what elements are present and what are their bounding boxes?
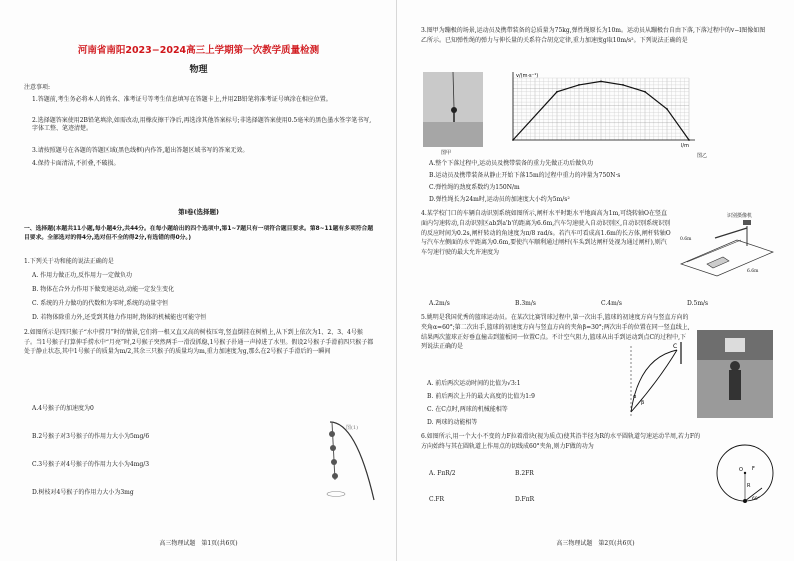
dim-label-1: 0.6m xyxy=(680,237,692,242)
data-point xyxy=(556,91,558,93)
q2-option-b: B.2号猴子对3号猴子的作用力大小为5mg/6 xyxy=(32,433,150,440)
q1-option-b: B. 物体在合外力作用下做变速运动,动能一定发生变化 xyxy=(32,286,175,293)
data-point xyxy=(644,91,646,93)
force-label: F xyxy=(752,466,755,472)
notes-header: 注意事项: xyxy=(24,84,51,91)
exam-title: 河南省南阳2023−2024高三上学期第一次教学质量检测 xyxy=(77,45,320,56)
data-point xyxy=(688,139,690,141)
page-1-footer: 高三物理试题 第1页(共6页) xyxy=(159,540,238,547)
q4-option-d: D.5m/s xyxy=(687,300,709,307)
basketball-trajectory-figure xyxy=(619,340,689,422)
q1-option-c: C. 系统的升力做功的代数和为零时,系统的动量守恒 xyxy=(32,300,169,307)
q6-option-b: B.2FR xyxy=(515,470,534,477)
q1-option-d: D. 若物体除重力外,还受到其他力作用时,物体的机械能也可能守恒 xyxy=(32,314,207,321)
v-l-graph xyxy=(489,68,704,150)
x-axis-label: l/m xyxy=(681,143,689,149)
data-point xyxy=(512,139,514,141)
q1-stem: 1.下列关于功和能的说法正确的是 xyxy=(24,258,114,265)
data-point xyxy=(600,81,602,83)
q1-option-a: A. 作用力做正功,反作用力一定做负功 xyxy=(32,272,133,279)
q2-option-a: A.4号猴子的加速度为0 xyxy=(32,405,94,412)
q2-option-c: C.3号猴子对4号猴子的作用力大小为4mg/3 xyxy=(32,461,150,468)
q3-stem: 3.图甲为蹦极的场景,运动员及携带装备的总质量为75kg,弹性绳原长为10m。运动员从蹦极台自由下落,下落过程中的v−l图像如图乙所示。已知弹性绳的弹力与伸长量的关系符合胡克定律,重力加速度g取10m/s²。下列说法正确的是 xyxy=(421,27,766,44)
q4-option-b: B.3m/s xyxy=(515,300,536,307)
q3-option-d: D.弹性绳长为24m时,运动员的加速度大小约为5m/s² xyxy=(429,196,570,203)
dim-label-2: 6.6m xyxy=(747,269,759,274)
page-2-footer: 高三物理试题 第2页(共6页) xyxy=(556,540,635,547)
fig-a-label: 图甲 xyxy=(441,150,452,156)
q6-option-c: C.FR xyxy=(429,496,444,503)
q5-option-c: C. 在C点时,两球的机械能相等 xyxy=(427,406,508,413)
q3-option-c: C.弹性绳的劲度系数约为150N/m xyxy=(429,184,520,191)
beta-label: β xyxy=(641,400,645,406)
q5-option-d: D. 两球的动能相等 xyxy=(427,419,478,426)
y-axis-label: v/(m·s⁻¹) xyxy=(516,73,539,79)
q5-option-a: A. 前后两次运动时间的比值为√3:1 xyxy=(427,380,521,387)
angle-label: 60° xyxy=(752,497,760,502)
exam-page-2 xyxy=(397,0,794,561)
q6-option-a: A. FπR/2 xyxy=(429,470,456,477)
radius-label: R xyxy=(747,483,751,489)
q2-stem: 2.如图所示是四只猴子“水中捞月”时的情景,它们将一根又直又高的树枝压弯,竖直倒挂在树梢上,从下到上依次为1、2、3、4号猴子。当1号猴子打算伸手捞水中“月亮”时,2号猴子突然两手一滑没抓稳,1号猴子扑通一声掉进了水里。假设2号猴子手滑前四只猴子都处于静止状态,其中1号猴子的质量为m/2,其余三只猴子的质量均为m,重力加速度为g,那么在2号猴子手滑后的一瞬间 xyxy=(24,329,374,355)
q4-option-a: A.2m/s xyxy=(429,300,450,307)
circle-track-figure xyxy=(712,440,778,506)
q6-stem: 6.如图所示,用一个大小不变的力F拉着滑块(视为质点)使其沿半径为R的水平圆轨道匀速运动半周,若力F的方向始终与其在圆轨道上作用点的切线成60°夹角,则力F做的功为 xyxy=(421,433,701,450)
q3-option-b: B.运动员及携带装备从静止开始下落15m的过程中重力的冲量为750N·s xyxy=(429,172,621,179)
note-4: 4.保持卡面清洁,不折叠,不破损。 xyxy=(32,160,120,167)
gate-figure xyxy=(677,212,777,280)
player-photo xyxy=(697,330,773,418)
note-2: 2.选择题答案使用2B铅笔填涂,如需改动,用橡皮擦干净后,再选涂其他答案标号;非选择题答案使用0.5毫米的黑色墨水签字笔书写,字体工整、笔迹清楚。 xyxy=(32,117,372,132)
data-point xyxy=(578,84,580,86)
point-c-label: C xyxy=(673,343,678,350)
q5-stem: 5.姚明是我国优秀的篮球运动员。在某次比赛罚球过程中,第一次出手,篮球的初速度方向与竖直方向的夹角α=60°;第二次出手,篮球的初速度方向与竖直方向的夹角β=30°;两次出手的位置在同一竖直线上,结果两次篮球正好垂直撞击到篮板同一位置C点。不计空气阻力,篮球从出手到运动到点C的过程中,下列说法正确的是 xyxy=(421,314,690,351)
alpha-label: α xyxy=(633,394,637,400)
section-intro: 一、选择题(本题共11小题,每小题4分,共44分。在每小题给出的四个选项中,第1~7题只有一项符合题目要求。第8~11题有多项符合题目要求。全部选对的得4分,选对但不全的得2分,有选错的得0分。) xyxy=(24,226,374,241)
bungee-photo xyxy=(423,72,483,147)
note-3: 3.请按照题号在各题的答题区域(黑色线框)内作答,超出答题区域书写的答案无效。 xyxy=(32,147,249,154)
q6-option-d: D.FπR xyxy=(515,496,535,503)
center-label: O xyxy=(739,467,743,473)
fig-b-label: 图乙 xyxy=(697,153,708,159)
q2-option-d: D.树枝对4号猴子的作用力大小为3mg xyxy=(32,489,134,496)
q4-stem: 4.某学校门口的车辆自动识别系统如图所示,闸杆水平时距水平地面高为1m,可绕转轴O在竖直面内匀速转动,自动识别区ab到a'b'的距离为6.6m,汽车匀速驶入自动识别区,自动识别系统识别的反应时间为0.2s,闸杆转动的角速度为π/8 rad/s。若汽车可看成高1.6m的长方体,闸杆转轴O与汽车左侧面的水平距离为0.6m,要使汽车顺利通过闸杆(车头到达闸杆处视为通过闸杆),则汽车匀速行驶的最大允许速度为 xyxy=(421,210,671,257)
data-point xyxy=(666,108,668,110)
camera-label: 识别摄像机 xyxy=(727,213,753,219)
q4-option-c: C.4m/s xyxy=(601,300,622,307)
q2-figure-label: 图(1) xyxy=(346,425,359,431)
q5-option-b: B. 前后两次上升的最大高度的比值为1:9 xyxy=(427,393,535,400)
section-title: 第Ⅰ卷(选择题) xyxy=(178,208,219,216)
data-point xyxy=(622,84,624,86)
q3-option-a: A.整个下落过程中,运动员及携带装备的重力先做正功后做负功 xyxy=(429,160,594,167)
exam-subject: 物理 xyxy=(189,65,208,75)
note-1: 1.答题前,考生务必将本人的姓名、准考证号等考生信息填写在答题卡上,并用2B铅笔将准考证号填涂在相应位置。 xyxy=(32,96,332,103)
